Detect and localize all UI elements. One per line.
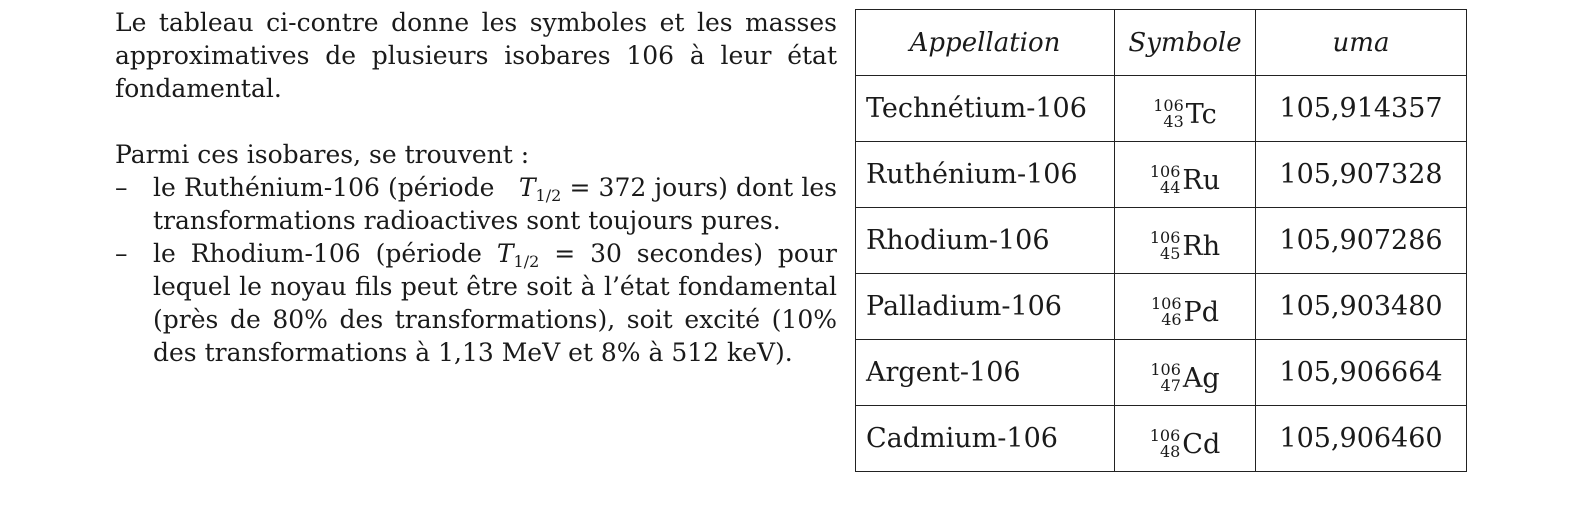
mass-number: 106 [1150, 360, 1181, 379]
period-value: = 30 secondes) [554, 239, 763, 268]
period-subscript: 1/2 [535, 186, 562, 205]
element-symbol: Cd [1182, 428, 1221, 460]
nuclide-symbol [1115, 340, 1256, 406]
table-row [856, 76, 1467, 142]
nuclide-symbol [1115, 208, 1256, 274]
mass-number: 106 [1153, 96, 1184, 115]
isotope-name: Cadmium-106 [856, 406, 1115, 472]
parmi-line: Parmi ces isobares, se trouvent : [115, 140, 530, 169]
atomic-number: 48 [1159, 442, 1181, 461]
bullet-dash: – [115, 239, 128, 268]
bullet-text-after: pour lequel le noyau fils peut être soit à l’état fondamental (près de 80% des transformations), soit excité (10% des transformations à 1,13 MeV et 8% à 512 keV). [153, 239, 837, 367]
text-column [115, 6, 837, 369]
header-uma: uma [1256, 10, 1467, 76]
bullet-dash: – [115, 173, 128, 202]
table-row [856, 406, 1467, 472]
mass-number: 106 [1149, 228, 1181, 247]
atomic-number: 47 [1160, 376, 1181, 395]
element-symbol: Pd [1183, 296, 1219, 328]
period-value: = 372 jours) [569, 173, 728, 202]
isobar-table [855, 9, 1467, 472]
atomic-mass: 105,906664 [1256, 340, 1467, 406]
atomic-mass: 105,906460 [1256, 406, 1467, 472]
nuclide-symbol [1115, 274, 1256, 340]
atomic-number: 43 [1163, 112, 1184, 131]
mass-number: 106 [1149, 426, 1181, 445]
mass-number: 106 [1149, 162, 1181, 181]
intro-paragraph: Le tableau ci-contre donne les symboles et les masses approximatives de plusieurs isobares 106 à leur état fondamental. [115, 8, 837, 103]
period-symbol: T [518, 173, 536, 202]
period-formula [496, 239, 540, 271]
spacer [115, 105, 837, 138]
period-subscript: 1/2 [513, 252, 540, 271]
period-symbol: T [496, 239, 514, 268]
atomic-mass: 105,903480 [1256, 274, 1467, 340]
atomic-number: 45 [1160, 244, 1181, 263]
table-row [856, 340, 1467, 406]
table-header-row [856, 10, 1467, 76]
atomic-mass: 105,907286 [1256, 208, 1467, 274]
element-symbol: Rh [1182, 230, 1221, 262]
element-symbol: Ag [1182, 362, 1220, 394]
nuclide-symbol [1115, 142, 1256, 208]
bullet-rhodium [115, 237, 837, 369]
element-symbol: Ru [1182, 164, 1221, 196]
element-symbol: Tc [1185, 98, 1217, 130]
table-row [856, 142, 1467, 208]
mass-number: 106 [1151, 294, 1182, 313]
header-appellation: Appellation [856, 10, 1115, 76]
bullet-text-before: le Ruthénium-106 (période [153, 173, 495, 202]
period-formula [518, 173, 562, 205]
nuclide-symbol [1115, 406, 1256, 472]
atomic-mass: 105,907328 [1256, 142, 1467, 208]
table-row [856, 274, 1467, 340]
isotope-name: Palladium-106 [856, 274, 1115, 340]
atomic-number: 46 [1161, 310, 1182, 329]
isotope-name: Argent-106 [856, 340, 1115, 406]
bullet-ruthenium [115, 171, 837, 237]
isotope-name: Ruthénium-106 [856, 142, 1115, 208]
atomic-number: 44 [1160, 178, 1181, 197]
header-symbole: Symbole [1115, 10, 1256, 76]
isotope-name: Rhodium-106 [856, 208, 1115, 274]
table-row [856, 208, 1467, 274]
isotope-name: Technétium-106 [856, 76, 1115, 142]
bullet-text-after: dont les transformations radioactives sont toujours pures. [153, 173, 838, 235]
bullet-text-before: le Rhodium-106 (période [153, 239, 482, 268]
nuclide-symbol [1115, 76, 1256, 142]
atomic-mass: 105,914357 [1256, 76, 1467, 142]
